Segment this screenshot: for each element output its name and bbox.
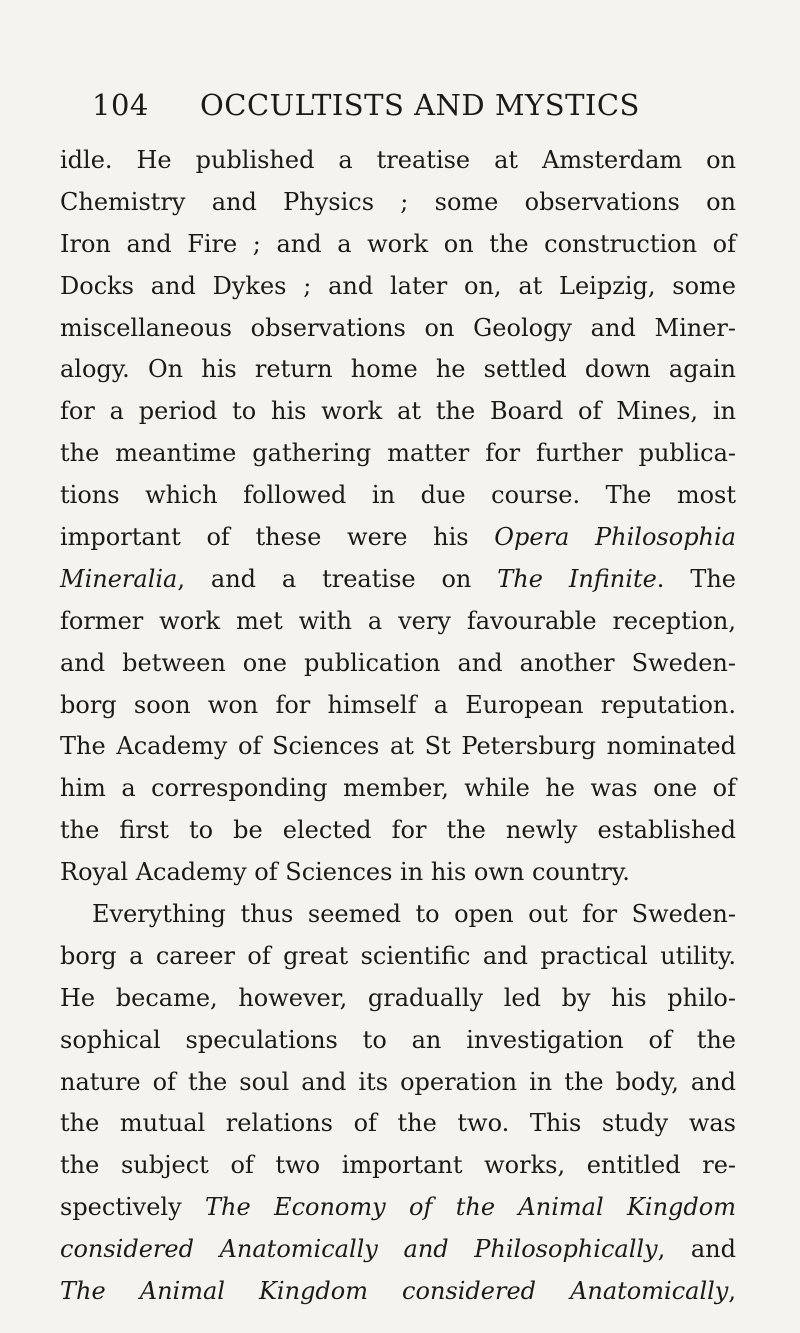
text-line bbox=[60, 936, 736, 978]
running-head: OCCULTISTS AND MYSTICS bbox=[200, 88, 640, 122]
text-run: Royal Academy of Sciences in his own country. bbox=[60, 858, 630, 887]
text-line bbox=[60, 182, 736, 224]
text-line bbox=[60, 266, 736, 308]
text-run: sophical speculations to an investigation of the bbox=[60, 1025, 736, 1054]
text-line bbox=[60, 768, 736, 810]
text-run: , bbox=[728, 1277, 736, 1306]
text-run: Chemistry and Physics ; some observations on bbox=[60, 187, 736, 216]
text-line bbox=[60, 601, 736, 643]
text-line bbox=[60, 475, 736, 517]
italic-title: The Economy of the Animal Kingdom bbox=[205, 1193, 736, 1222]
text-run: , and bbox=[657, 1235, 737, 1264]
text-run: and between one publication and another Sweden- bbox=[60, 648, 736, 677]
italic-title: The Animal Kingdom considered Anatomically bbox=[60, 1277, 729, 1306]
text-run: idle. He published a treatise at Amsterdam on bbox=[60, 146, 736, 174]
text-line bbox=[60, 1271, 736, 1313]
text-run: former work met with a very favourable reception, bbox=[60, 606, 736, 635]
text-line bbox=[60, 517, 736, 559]
text-line bbox=[60, 433, 736, 475]
page-number: 104 bbox=[92, 88, 149, 122]
text-line bbox=[60, 1103, 736, 1145]
text-run: borg soon won for himself a European reputation. bbox=[60, 690, 736, 719]
text-line bbox=[60, 1229, 736, 1271]
text-run: alogy. On his return home he settled down again bbox=[60, 355, 736, 384]
text-line bbox=[60, 726, 736, 768]
text-run: He became, however, gradually led by his philo- bbox=[60, 983, 736, 1012]
italic-title: The Infinite bbox=[497, 564, 657, 593]
italic-title: considered Anatomically and Philosophically bbox=[60, 1235, 658, 1264]
text-line bbox=[60, 308, 736, 350]
text-line bbox=[60, 852, 736, 894]
text-run: , and a treatise on bbox=[177, 564, 498, 593]
text-run: tions which followed in due course. The most bbox=[60, 481, 736, 510]
text-line bbox=[60, 685, 736, 727]
text-run: miscellaneous observations on Geology and Miner- bbox=[60, 313, 736, 342]
text-line bbox=[60, 1187, 736, 1229]
text-run: the first to be elected for the newly established bbox=[60, 816, 736, 845]
text-line bbox=[60, 559, 736, 601]
text-line bbox=[60, 643, 736, 685]
text-run: the subject of two important works, entitled re- bbox=[60, 1151, 736, 1180]
text-run: . The bbox=[656, 564, 736, 593]
italic-title: Opera Philosophia bbox=[494, 523, 736, 552]
text-line bbox=[60, 978, 736, 1020]
text-run: for a period to his work at the Board of Mines, in bbox=[60, 397, 736, 426]
text-run: the mutual relations of the two. This study was bbox=[60, 1109, 736, 1138]
italic-title: Mineralia bbox=[60, 564, 178, 593]
text-run: Docks and Dykes ; and later on, at Leipzig, some bbox=[60, 271, 736, 300]
page-header bbox=[92, 88, 722, 124]
text-run: The Academy of Sciences at St Petersburg nominated bbox=[60, 732, 736, 761]
text-line bbox=[60, 224, 736, 266]
body-text bbox=[60, 140, 736, 1313]
text-run: borg a career of great scientific and practical utility. bbox=[60, 941, 736, 970]
text-line bbox=[60, 810, 736, 852]
text-line bbox=[60, 1020, 736, 1062]
text-line bbox=[60, 1145, 736, 1187]
text-line bbox=[60, 391, 736, 433]
text-line bbox=[60, 140, 736, 182]
text-run: spectively bbox=[60, 1193, 206, 1222]
text-line bbox=[60, 349, 736, 391]
text-run: him a corresponding member, while he was one of bbox=[60, 774, 736, 803]
text-run: Iron and Fire ; and a work on the construction of bbox=[60, 229, 736, 258]
text-line bbox=[60, 894, 736, 936]
text-run: nature of the soul and its operation in the body, and bbox=[60, 1067, 736, 1096]
text-run: important of these were his bbox=[60, 523, 495, 552]
text-run: the meantime gathering matter for further publica- bbox=[60, 439, 736, 468]
text-run: Everything thus seemed to open out for Sweden- bbox=[92, 900, 736, 929]
text-line bbox=[60, 1062, 736, 1104]
